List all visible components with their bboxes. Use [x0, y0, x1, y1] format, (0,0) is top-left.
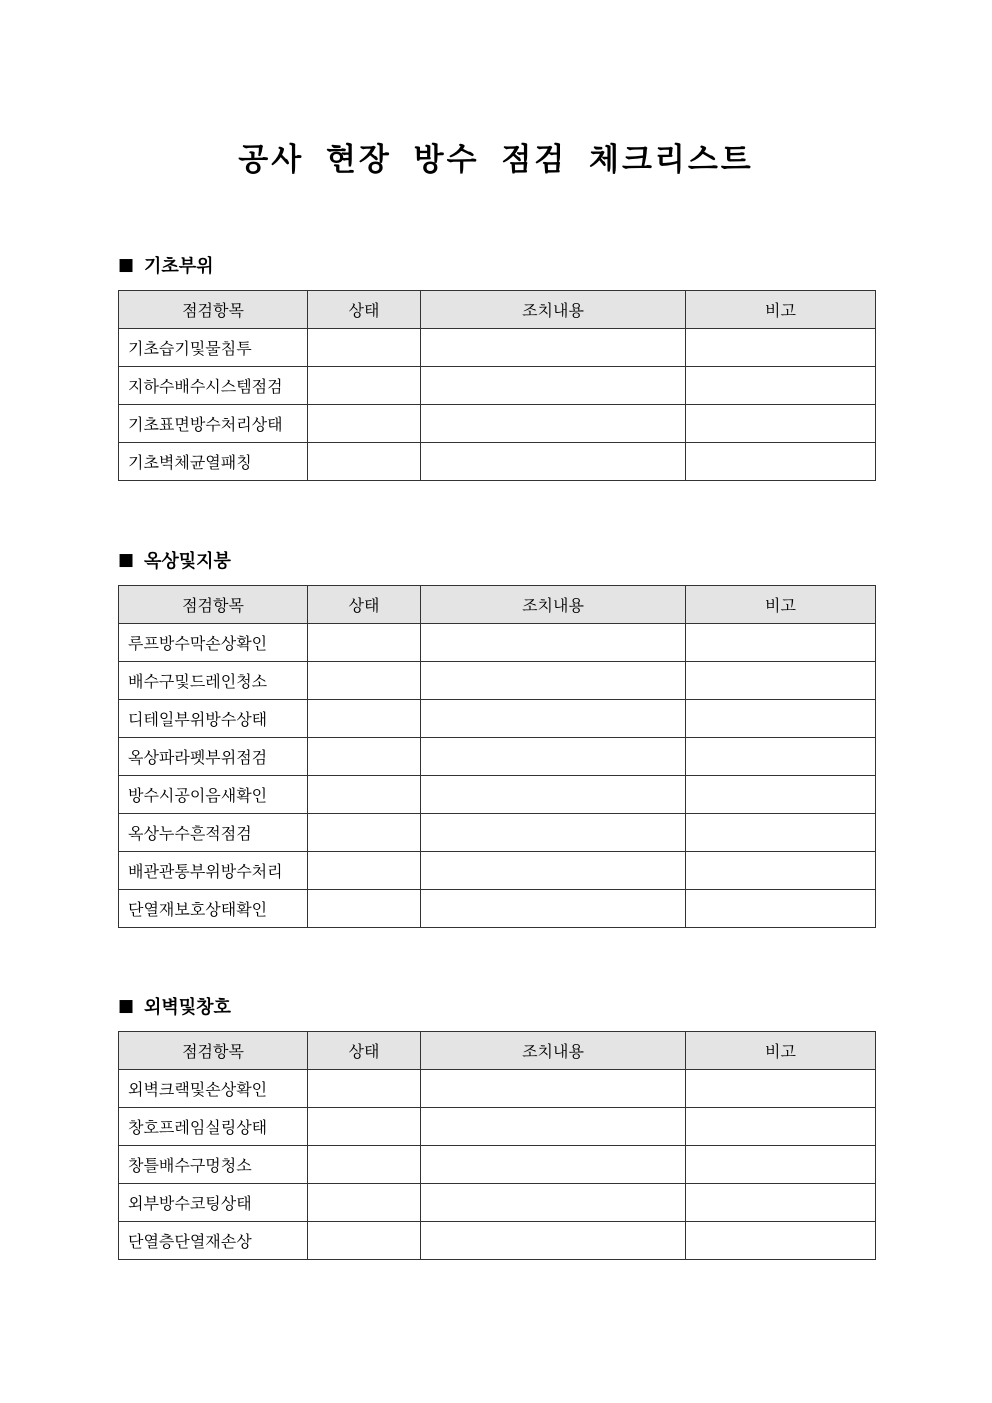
section-title: 외벽및창호 — [144, 997, 231, 1018]
status-cell[interactable] — [308, 443, 421, 481]
remarks-cell[interactable] — [686, 1222, 876, 1260]
section-rooftop — [118, 547, 875, 928]
action-cell[interactable] — [421, 367, 686, 405]
table-row — [119, 890, 876, 928]
section-foundation — [118, 252, 875, 481]
header-remarks: 비고 — [686, 291, 876, 329]
item-cell: 배관관통부위방수처리 — [119, 852, 308, 890]
header-status: 상태 — [308, 1032, 421, 1070]
action-cell[interactable] — [421, 1108, 686, 1146]
action-cell[interactable] — [421, 1184, 686, 1222]
action-cell[interactable] — [421, 624, 686, 662]
header-remarks: 비고 — [686, 586, 876, 624]
square-bullet-icon: ■ — [118, 550, 135, 570]
table-row — [119, 1070, 876, 1108]
remarks-cell[interactable] — [686, 1070, 876, 1108]
action-cell[interactable] — [421, 776, 686, 814]
item-cell: 디테일부위방수상태 — [119, 700, 308, 738]
header-item: 점검항목 — [119, 291, 308, 329]
table-row — [119, 662, 876, 700]
remarks-cell[interactable] — [686, 624, 876, 662]
action-cell[interactable] — [421, 738, 686, 776]
table-row — [119, 700, 876, 738]
item-cell: 외벽크랙및손상확인 — [119, 1070, 308, 1108]
action-cell[interactable] — [421, 1070, 686, 1108]
item-cell: 외부방수코팅상태 — [119, 1184, 308, 1222]
action-cell[interactable] — [421, 443, 686, 481]
section-exterior-walls-windows — [118, 993, 875, 1260]
table-row — [119, 624, 876, 662]
remarks-cell[interactable] — [686, 1146, 876, 1184]
checklist-table — [118, 290, 876, 481]
item-cell: 루프방수막손상확인 — [119, 624, 308, 662]
item-cell: 단열재보호상태확인 — [119, 890, 308, 928]
item-cell: 옥상파라펫부위점검 — [119, 738, 308, 776]
checklist-table — [118, 1031, 876, 1260]
remarks-cell[interactable] — [686, 814, 876, 852]
status-cell[interactable] — [308, 367, 421, 405]
square-bullet-icon: ■ — [118, 996, 135, 1016]
section-heading — [118, 547, 875, 573]
remarks-cell[interactable] — [686, 1184, 876, 1222]
table-row — [119, 367, 876, 405]
square-bullet-icon: ■ — [118, 255, 135, 275]
action-cell[interactable] — [421, 662, 686, 700]
item-cell: 창틀배수구멍청소 — [119, 1146, 308, 1184]
table-header-row — [119, 291, 876, 329]
header-action: 조치내용 — [421, 586, 686, 624]
status-cell[interactable] — [308, 738, 421, 776]
header-item: 점검항목 — [119, 586, 308, 624]
status-cell[interactable] — [308, 814, 421, 852]
table-row — [119, 443, 876, 481]
status-cell[interactable] — [308, 1146, 421, 1184]
header-status: 상태 — [308, 586, 421, 624]
item-cell: 방수시공이음새확인 — [119, 776, 308, 814]
item-cell: 창호프레임실링상태 — [119, 1108, 308, 1146]
status-cell[interactable] — [308, 776, 421, 814]
table-row — [119, 776, 876, 814]
remarks-cell[interactable] — [686, 367, 876, 405]
header-action: 조치내용 — [421, 1032, 686, 1070]
header-action: 조치내용 — [421, 291, 686, 329]
remarks-cell[interactable] — [686, 738, 876, 776]
remarks-cell[interactable] — [686, 405, 876, 443]
status-cell[interactable] — [308, 1184, 421, 1222]
table-row — [119, 738, 876, 776]
remarks-cell[interactable] — [686, 662, 876, 700]
section-heading — [118, 252, 875, 278]
item-cell: 옥상누수흔적점검 — [119, 814, 308, 852]
action-cell[interactable] — [421, 1146, 686, 1184]
status-cell[interactable] — [308, 329, 421, 367]
remarks-cell[interactable] — [686, 890, 876, 928]
item-cell: 기초표면방수처리상태 — [119, 405, 308, 443]
table-row — [119, 405, 876, 443]
table-row — [119, 1184, 876, 1222]
action-cell[interactable] — [421, 329, 686, 367]
header-status: 상태 — [308, 291, 421, 329]
action-cell[interactable] — [421, 814, 686, 852]
action-cell[interactable] — [421, 890, 686, 928]
status-cell[interactable] — [308, 624, 421, 662]
status-cell[interactable] — [308, 662, 421, 700]
table-row — [119, 1222, 876, 1260]
table-row — [119, 814, 876, 852]
section-heading — [118, 993, 875, 1019]
table-row — [119, 1146, 876, 1184]
page-title: 공사 현장 방수 점검 체크리스트 — [238, 142, 754, 178]
status-cell[interactable] — [308, 405, 421, 443]
table-row — [119, 1108, 876, 1146]
remarks-cell[interactable] — [686, 443, 876, 481]
item-cell: 기초습기및물침투 — [119, 329, 308, 367]
status-cell[interactable] — [308, 1070, 421, 1108]
item-cell: 지하수배수시스템점검 — [119, 367, 308, 405]
status-cell[interactable] — [308, 852, 421, 890]
action-cell[interactable] — [421, 852, 686, 890]
status-cell[interactable] — [308, 890, 421, 928]
action-cell[interactable] — [421, 405, 686, 443]
item-cell: 배수구및드레인청소 — [119, 662, 308, 700]
section-title: 옥상및지붕 — [144, 551, 231, 572]
item-cell: 단열층단열재손상 — [119, 1222, 308, 1260]
header-item: 점검항목 — [119, 1032, 308, 1070]
status-cell[interactable] — [308, 700, 421, 738]
status-cell[interactable] — [308, 1108, 421, 1146]
remarks-cell[interactable] — [686, 329, 876, 367]
item-cell: 기초벽체균열패칭 — [119, 443, 308, 481]
remarks-cell[interactable] — [686, 776, 876, 814]
checklist-table — [118, 585, 876, 928]
table-header-row — [119, 586, 876, 624]
section-title: 기초부위 — [144, 256, 214, 277]
action-cell[interactable] — [421, 1222, 686, 1260]
remarks-cell[interactable] — [686, 1108, 876, 1146]
remarks-cell[interactable] — [686, 700, 876, 738]
status-cell[interactable] — [308, 1222, 421, 1260]
remarks-cell[interactable] — [686, 852, 876, 890]
table-row — [119, 329, 876, 367]
table-header-row — [119, 1032, 876, 1070]
action-cell[interactable] — [421, 700, 686, 738]
table-row — [119, 852, 876, 890]
header-remarks: 비고 — [686, 1032, 876, 1070]
